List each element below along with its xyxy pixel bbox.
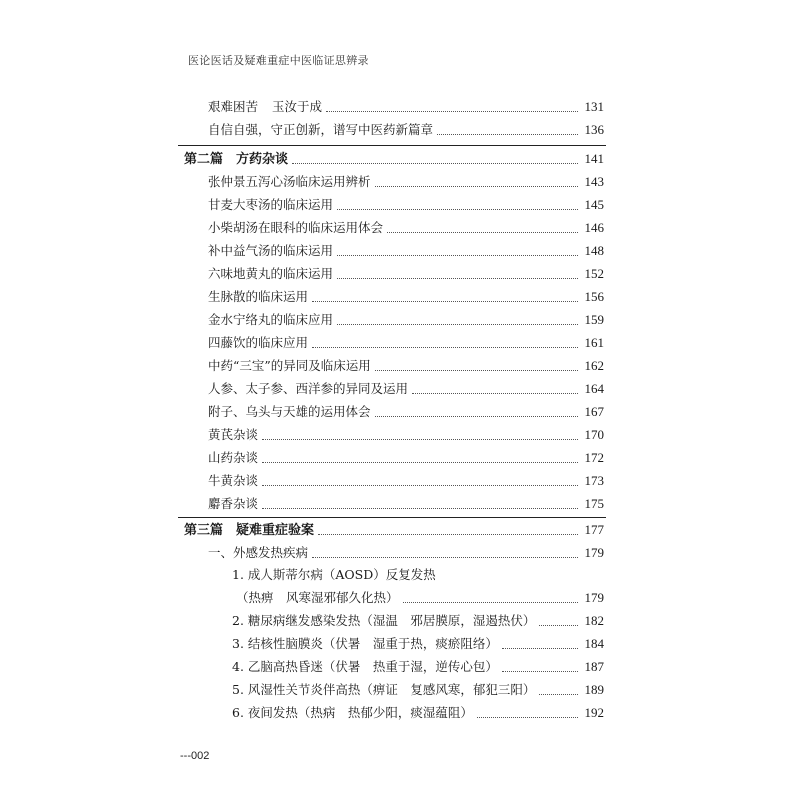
dot-leader xyxy=(262,461,578,463)
toc-entry[interactable] xyxy=(208,266,604,282)
toc-entry-page: 189 xyxy=(584,682,604,697)
dot-leader xyxy=(337,277,578,279)
toc-entry-title: 1. 成人斯蒂尔病（AOSD）反复发热 xyxy=(232,567,436,582)
toc-entry-page: 162 xyxy=(584,358,604,373)
dot-leader xyxy=(262,484,578,486)
dot-leader xyxy=(539,624,578,626)
toc-entry-title: 小柴胡汤在眼科的临床运用体会 xyxy=(208,220,384,235)
toc-entry[interactable] xyxy=(232,682,604,698)
dot-leader xyxy=(262,507,578,509)
toc-entry-page: 184 xyxy=(584,636,604,651)
toc-entry-page: 136 xyxy=(584,122,604,137)
toc-entry-title: 补中益气汤的临床运用 xyxy=(208,243,334,258)
toc-entry[interactable] xyxy=(208,381,604,397)
toc-entry[interactable] xyxy=(208,243,604,259)
dot-leader xyxy=(502,647,578,649)
toc-entry-page: 187 xyxy=(584,659,604,674)
toc-part-heading[interactable] xyxy=(184,151,604,167)
toc-entry-title: 一、外感发热疾病 xyxy=(208,545,309,560)
toc-entry-page: 167 xyxy=(584,404,604,419)
toc-entry[interactable] xyxy=(232,659,604,675)
toc-entry[interactable] xyxy=(208,312,604,328)
dot-leader xyxy=(318,533,578,535)
toc-entry-page: 173 xyxy=(584,473,604,488)
toc-entry-title: 自信自强，守正创新，谱写中医药新篇章 xyxy=(208,122,434,137)
toc-entry-page: 179 xyxy=(584,545,604,560)
dot-leader xyxy=(412,392,578,394)
toc-entry[interactable] xyxy=(208,427,604,443)
toc-entry-title: 5. 风湿性关节炎伴高热（痹证 复感风寒，郁犯三阳） xyxy=(232,682,536,697)
dot-leader xyxy=(502,670,578,672)
dot-leader xyxy=(337,208,578,210)
toc-entry[interactable] xyxy=(208,174,604,190)
toc-entry[interactable] xyxy=(232,705,604,721)
toc-entry-title: 第二篇 方药杂谈 xyxy=(184,151,289,166)
toc-entry[interactable] xyxy=(232,636,604,652)
toc-entry-page: 156 xyxy=(584,289,604,304)
toc-entry-title: 附子、乌头与天雄的运用体会 xyxy=(208,404,371,419)
toc-entry-page: 175 xyxy=(584,496,604,511)
toc-entry-title: （热痹 风寒湿邪郁久化热） xyxy=(236,590,399,605)
dot-leader xyxy=(262,438,578,440)
toc-entry-page: 192 xyxy=(584,705,604,720)
toc-entry-page: 143 xyxy=(584,174,604,189)
toc-entry-title: 2. 糖尿病继发感染发热（湿温 邪居膜原，湿遏热伏） xyxy=(232,613,536,628)
toc-entry-title: 4. 乙脑高热昏迷（伏暑 热重于湿，逆传心包） xyxy=(232,659,498,674)
toc-entry-title: 麝香杂谈 xyxy=(208,496,259,511)
section-rule xyxy=(178,517,606,518)
toc-entry-title: 金水宁络丸的临床应用 xyxy=(208,312,334,327)
toc-entry-title: 艰难困苦 玉汝于成 xyxy=(208,99,323,114)
toc-entry[interactable] xyxy=(208,473,604,489)
toc-entry-page: 164 xyxy=(584,381,604,396)
toc-entry-title: 第三篇 疑难重症验案 xyxy=(184,522,315,537)
toc-entry-title: 四藤饮的临床应用 xyxy=(208,335,309,350)
toc-entry-title: 中药“三宝”的异同及临床运用 xyxy=(208,358,371,373)
toc-entry-title: 六味地黄丸的临床运用 xyxy=(208,266,334,281)
toc-entry[interactable] xyxy=(208,545,604,561)
toc-entry-page: 177 xyxy=(584,522,604,537)
toc-entry-title: 3. 结核性脑膜炎（伏暑 湿重于热，痰瘀阻络） xyxy=(232,636,498,651)
toc-entry-page: 172 xyxy=(584,450,604,465)
toc-entry[interactable] xyxy=(208,404,604,420)
toc-entry-page: 152 xyxy=(584,266,604,281)
dot-leader xyxy=(375,185,578,187)
toc-entry[interactable] xyxy=(208,450,604,466)
toc-entry-title: 牛黄杂谈 xyxy=(208,473,259,488)
toc-entry-page: 131 xyxy=(584,99,604,114)
dot-leader xyxy=(312,300,578,302)
dot-leader xyxy=(403,601,578,603)
dot-leader xyxy=(292,162,578,164)
toc-entry-page: 145 xyxy=(584,197,604,212)
toc-entry[interactable] xyxy=(208,289,604,305)
toc-entry-page: 179 xyxy=(584,590,604,605)
dot-leader xyxy=(387,231,578,233)
toc-entry-continued[interactable] xyxy=(236,590,604,606)
page-number: ---002 xyxy=(180,750,210,762)
dot-leader xyxy=(375,369,578,371)
toc-entry-title: 生脉散的临床运用 xyxy=(208,289,309,304)
toc-part-heading[interactable] xyxy=(184,522,604,538)
toc-entry-page: 146 xyxy=(584,220,604,235)
toc-entry-title: 山药杂谈 xyxy=(208,450,259,465)
toc-entry-title: 张仲景五泻心汤临床运用辨析 xyxy=(208,174,371,189)
section-rule xyxy=(178,145,606,146)
running-head: 医论医话及疑难重症中医临证思辨录 xyxy=(188,54,369,67)
toc-entry-page: 148 xyxy=(584,243,604,258)
dot-leader xyxy=(326,110,578,112)
toc-entry[interactable] xyxy=(232,613,604,629)
toc-entry-page: 182 xyxy=(584,613,604,628)
toc-entry-title: 6. 夜间发热（热病 热郁少阳，痰湿蕴阻） xyxy=(232,705,473,720)
dot-leader xyxy=(312,556,578,558)
toc-entry[interactable] xyxy=(208,335,604,351)
toc-entry-title: 甘麦大枣汤的临床运用 xyxy=(208,197,334,212)
dot-leader xyxy=(312,346,578,348)
toc-entry[interactable] xyxy=(208,220,604,236)
dot-leader xyxy=(337,254,578,256)
toc-entry-page: 159 xyxy=(584,312,604,327)
dot-leader xyxy=(437,133,578,135)
toc-entry-page: 170 xyxy=(584,427,604,442)
toc-entry[interactable] xyxy=(208,122,604,138)
toc-entry[interactable] xyxy=(208,358,604,374)
toc-entry[interactable] xyxy=(208,197,604,213)
toc-entry[interactable] xyxy=(208,496,604,512)
dot-leader xyxy=(477,716,578,718)
toc-entry-page: 161 xyxy=(584,335,604,350)
dot-leader xyxy=(539,693,578,695)
toc-entry[interactable] xyxy=(232,567,604,583)
dot-leader xyxy=(337,323,578,325)
dot-leader xyxy=(375,415,578,417)
toc-entry-title: 黄芪杂谈 xyxy=(208,427,259,442)
toc-entry[interactable] xyxy=(208,99,604,115)
toc-entry-page: 141 xyxy=(584,151,604,166)
toc-entry-title: 人参、太子参、西洋参的异同及运用 xyxy=(208,381,409,396)
